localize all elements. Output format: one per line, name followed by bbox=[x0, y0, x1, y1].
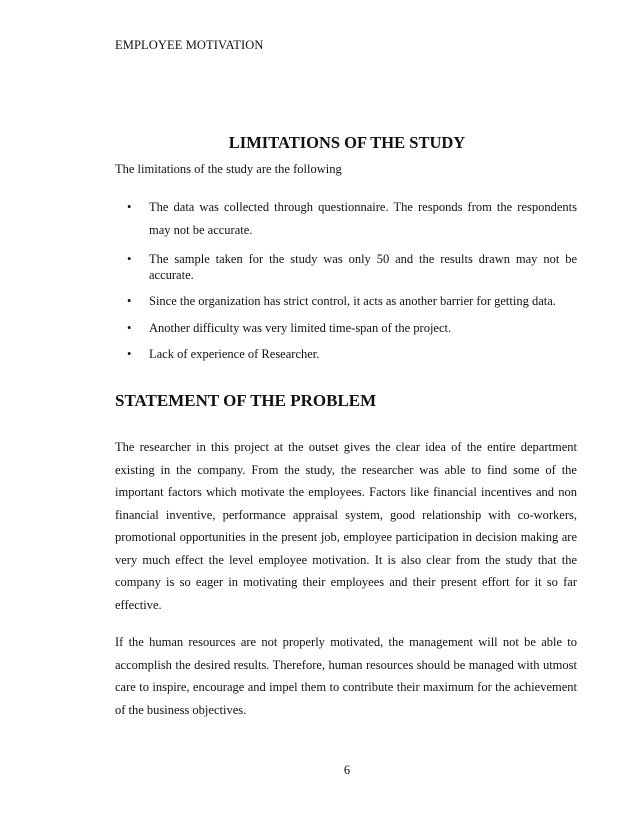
problem-paragraph: If the human resources are not properly motivated, the management will not be able to accomplish the desired results. Therefore, human resources should be managed with utmost care to inspire, encourage and impel them to contribute their maximum for the achievement of the business objectives. bbox=[115, 635, 577, 717]
limitations-list bbox=[115, 196, 577, 374]
limitations-intro: The limitations of the study are the following bbox=[115, 162, 342, 176]
limitations-heading: LIMITATIONS OF THE STUDY bbox=[228, 133, 466, 152]
list-item-text: The sample taken for the study was only 50 and the results drawn may not be accurate. bbox=[149, 252, 577, 282]
bullet-icon: • bbox=[127, 320, 132, 335]
list-item bbox=[115, 252, 577, 283]
running-header: EMPLOYEE MOTIVATION bbox=[115, 38, 264, 52]
list-item bbox=[115, 347, 577, 363]
page-number: 6 bbox=[343, 763, 351, 777]
list-item-text: Since the organization has strict control, it acts as another barrier for getting data. bbox=[149, 294, 556, 308]
bullet-icon: • bbox=[127, 294, 132, 308]
list-item-text: Another difficulty was very limited time-span of the project. bbox=[149, 320, 452, 335]
bullet-icon: • bbox=[127, 347, 132, 361]
list-item bbox=[115, 294, 577, 310]
list-item bbox=[115, 196, 577, 242]
list-item-text: The data was collected through questionnaire. The responds from the respondents may not be accurate. bbox=[149, 200, 577, 237]
list-item-text: Lack of experience of Researcher. bbox=[149, 347, 320, 361]
bullet-icon: • bbox=[127, 200, 132, 214]
bullet-icon: • bbox=[127, 252, 132, 266]
list-item bbox=[115, 321, 577, 337]
problem-paragraph: The researcher in this project at the outset gives the clear idea of the entire department existing in the company. From the study, the researcher was able to find some of the important factors which motivate the employees. Factors like financial incentives and non financial inventive, performance appraisal system, good relationship with co-workers, promotional opportunities in the present job, employee participation in decision making are very much effect the level employee motivation. It is also clear from the study that the company is so eager in motivating their employees and their present effort for it so far effective. bbox=[115, 440, 577, 612]
problem-heading: STATEMENT OF THE PROBLEM bbox=[115, 391, 377, 410]
